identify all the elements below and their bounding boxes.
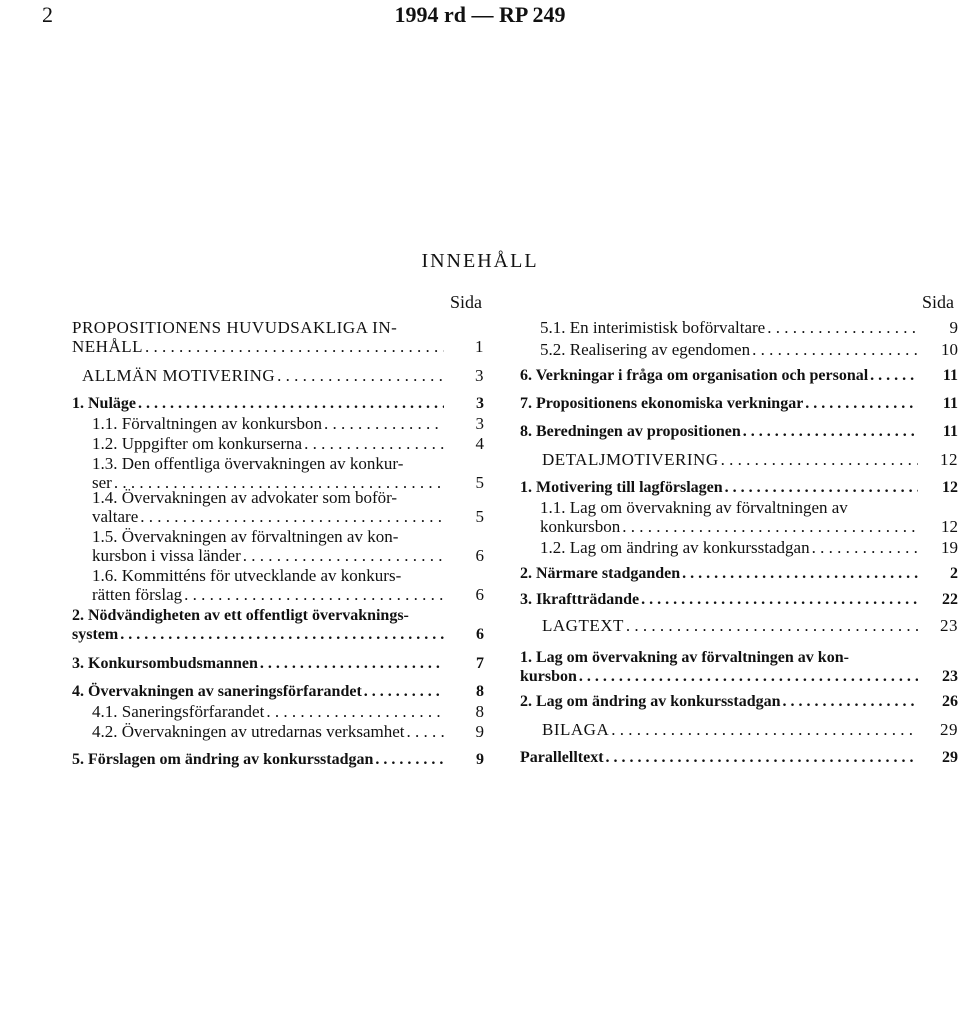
toc-page-number: 6 — [475, 585, 484, 604]
dot-leader — [611, 720, 918, 739]
dot-leader — [277, 366, 444, 385]
toc-entry — [72, 318, 484, 356]
dot-leader — [606, 748, 918, 767]
toc-entry-line: DETALJMOTIVERING — [542, 450, 719, 469]
dot-leader — [364, 682, 444, 701]
toc-entry — [520, 422, 958, 441]
toc-entry — [92, 566, 484, 604]
dot-leader — [743, 422, 918, 441]
toc-entry-line: 4.1. Saneringsförfarandet — [92, 702, 265, 721]
dot-leader — [145, 337, 444, 356]
toc-page-number: 9 — [476, 751, 484, 768]
toc-entry — [72, 394, 484, 413]
toc-entry-line: 1.2. Lag om ändring av konkursstadgan — [540, 538, 810, 557]
toc-entry-line: 2. Lag om ändring av konkursstadgan — [520, 693, 781, 710]
toc-entry — [520, 648, 958, 686]
toc-page-number: 23 — [940, 616, 958, 635]
toc-entry-line: 1.3. Den offentliga övervakningen av konkur- — [92, 454, 404, 473]
toc-entry-line: konkursbon — [540, 517, 621, 536]
toc-page-number: 19 — [941, 538, 958, 557]
dot-leader — [622, 517, 918, 536]
toc-entry — [540, 498, 958, 536]
toc-entry — [520, 394, 958, 413]
running-header: 1994 rd — RP 249 — [394, 2, 566, 27]
toc-entry-line: ser — [92, 473, 112, 492]
dot-leader — [783, 692, 918, 711]
toc-entry — [520, 366, 958, 385]
dot-leader — [682, 564, 918, 583]
toc-entry-line: 2. Närmare stadganden — [520, 565, 681, 582]
dot-leader — [140, 507, 444, 526]
sida-label-right: Sida — [922, 292, 955, 312]
dot-leader — [870, 366, 918, 385]
toc-entry — [520, 590, 958, 609]
dot-leader — [725, 478, 918, 497]
toc-entry — [520, 478, 958, 497]
toc-entry-line: 6. Verkningar i fråga om organisation och personal — [520, 367, 869, 384]
toc-entry-line: 4. Övervakningen av saneringsförfarandet — [72, 683, 362, 700]
dot-leader — [324, 414, 444, 433]
toc-entry — [82, 366, 484, 385]
toc-page-number: 9 — [949, 318, 958, 337]
dot-leader — [812, 538, 918, 557]
toc-entry-line: 8. Beredningen av propositionen — [520, 423, 741, 440]
dot-leader — [641, 590, 918, 609]
toc-page-number: 3 — [475, 414, 484, 433]
toc-entry — [72, 654, 484, 673]
toc-page-number: 3 — [475, 366, 484, 385]
toc-entry-line: 1.1. Lag om övervakning av förvaltningen av — [540, 498, 848, 517]
toc-page-number: 5 — [475, 473, 484, 492]
toc-entry-line: 7. Propositionens ekonomiska verkningar — [520, 395, 804, 412]
dot-leader — [407, 722, 445, 741]
toc-entry — [92, 702, 484, 721]
toc-page-number: 23 — [942, 668, 958, 685]
toc-entry — [540, 340, 958, 359]
toc-page-number: 5 — [475, 507, 484, 526]
toc-entry-line: 3. Ikraftträdande — [520, 591, 640, 608]
toc-entry — [92, 527, 484, 565]
toc-entry-line: 3. Konkursombudsmannen — [72, 655, 258, 672]
dot-leader — [579, 667, 918, 686]
toc-entry-line: NEHÅLL — [72, 337, 143, 356]
dot-leader — [805, 394, 918, 413]
toc-entry-line: 2. Nödvändigheten av ett offentligt övervaknings- — [72, 607, 409, 624]
toc-page-number: 10 — [941, 340, 958, 359]
dot-leader — [752, 340, 918, 359]
toc-page-number: 26 — [942, 693, 958, 710]
toc-page-number: 6 — [476, 626, 484, 643]
toc-entry-line: Parallelltext — [520, 749, 604, 766]
toc-entry-line: rätten förslag — [92, 585, 183, 604]
toc-page-number: 8 — [475, 702, 484, 721]
dot-leader — [375, 750, 444, 769]
toc-entry-line: 4.2. Övervakningen av utredarnas verksamhet — [92, 722, 405, 741]
toc-entry-line: LAGTEXT — [542, 616, 624, 635]
dot-leader — [260, 654, 444, 673]
toc-page-number: 2 — [950, 565, 958, 582]
dot-leader — [138, 394, 444, 413]
toc-page-number: 11 — [942, 423, 958, 440]
toc-entry-line: 1.1. Förvaltningen av konkursbon — [92, 414, 322, 433]
toc-entry-line: 1.5. Övervakningen av förvaltningen av kon- — [92, 527, 399, 546]
toc-page-number: 9 — [475, 722, 484, 741]
toc-entry-line: kursbon — [520, 668, 577, 685]
toc-page-number: 12 — [941, 517, 958, 536]
toc-page-number: 6 — [475, 546, 484, 565]
toc-entry — [542, 616, 958, 635]
toc-entry-line: 5. Förslagen om ändring av konkursstadgan — [72, 751, 374, 768]
dot-leader — [767, 318, 918, 337]
toc-page-number: 3 — [476, 395, 484, 412]
toc-entry — [72, 606, 484, 644]
toc-page-number: 8 — [476, 683, 484, 700]
toc-entry-line: BILAGA — [542, 720, 610, 739]
toc-entry — [520, 748, 958, 767]
toc-page-number: 11 — [942, 367, 958, 384]
dot-leader — [304, 434, 444, 453]
toc-page-number: 29 — [942, 749, 958, 766]
toc-entry-line: 1. Motivering till lagförslagen — [520, 479, 723, 496]
toc-entry — [540, 538, 958, 557]
dot-leader — [243, 546, 444, 565]
toc-title: INNEHÅLL — [421, 250, 539, 272]
toc-entry — [542, 450, 958, 469]
toc-entry-line: 5.2. Realisering av egendomen — [540, 340, 751, 359]
toc-entry — [72, 682, 484, 701]
dot-leader — [721, 450, 918, 469]
toc-entry-line: PROPOSITIONENS HUVUDSAKLIGA IN- — [72, 318, 398, 337]
dot-leader — [266, 702, 444, 721]
toc-entry-line: 1.6. Kommitténs för utvecklande av konkurs- — [92, 566, 402, 585]
toc-page-number: 29 — [940, 720, 958, 739]
toc-entry-line: 1.2. Uppgifter om konkurserna — [92, 434, 303, 453]
sida-label-left: Sida — [450, 292, 483, 312]
toc-entry — [92, 414, 484, 433]
toc-entry-line: valtare — [92, 507, 139, 526]
toc-page-number: 4 — [475, 434, 484, 453]
toc-page-number: 11 — [942, 395, 958, 412]
toc-entry-line: 5.1. En interimistisk boförvaltare — [540, 318, 766, 337]
dot-leader — [120, 625, 444, 644]
toc-page-number: 12 — [942, 479, 958, 496]
dot-leader — [626, 616, 918, 635]
toc-entry — [520, 564, 958, 583]
toc-entry — [92, 488, 484, 526]
toc-entry — [542, 720, 958, 739]
toc-entry-line: 1.4. Övervakningen av advokater som boför- — [92, 488, 398, 507]
page-number: 2 — [42, 2, 53, 27]
toc-entry-line: system — [72, 626, 119, 643]
toc-entry — [540, 318, 958, 337]
toc-page-number: 1 — [475, 337, 484, 356]
dot-leader — [184, 585, 444, 604]
toc-entry — [520, 692, 958, 711]
toc-entry-line: 1. Nuläge — [72, 395, 136, 412]
toc-entry-line: 1. Lag om övervakning av förvaltningen av kon- — [520, 649, 849, 666]
toc-entry — [92, 722, 484, 741]
toc-page-number: 12 — [940, 450, 958, 469]
toc-entry — [92, 434, 484, 453]
toc-page-number: 7 — [476, 655, 484, 672]
toc-entry — [92, 454, 484, 492]
toc-entry-line: kursbon i vissa länder — [92, 546, 241, 565]
toc-page-number: 22 — [942, 591, 958, 608]
toc-entry — [72, 750, 484, 769]
toc-entry-line: ALLMÄN MOTIVERING — [82, 366, 276, 385]
